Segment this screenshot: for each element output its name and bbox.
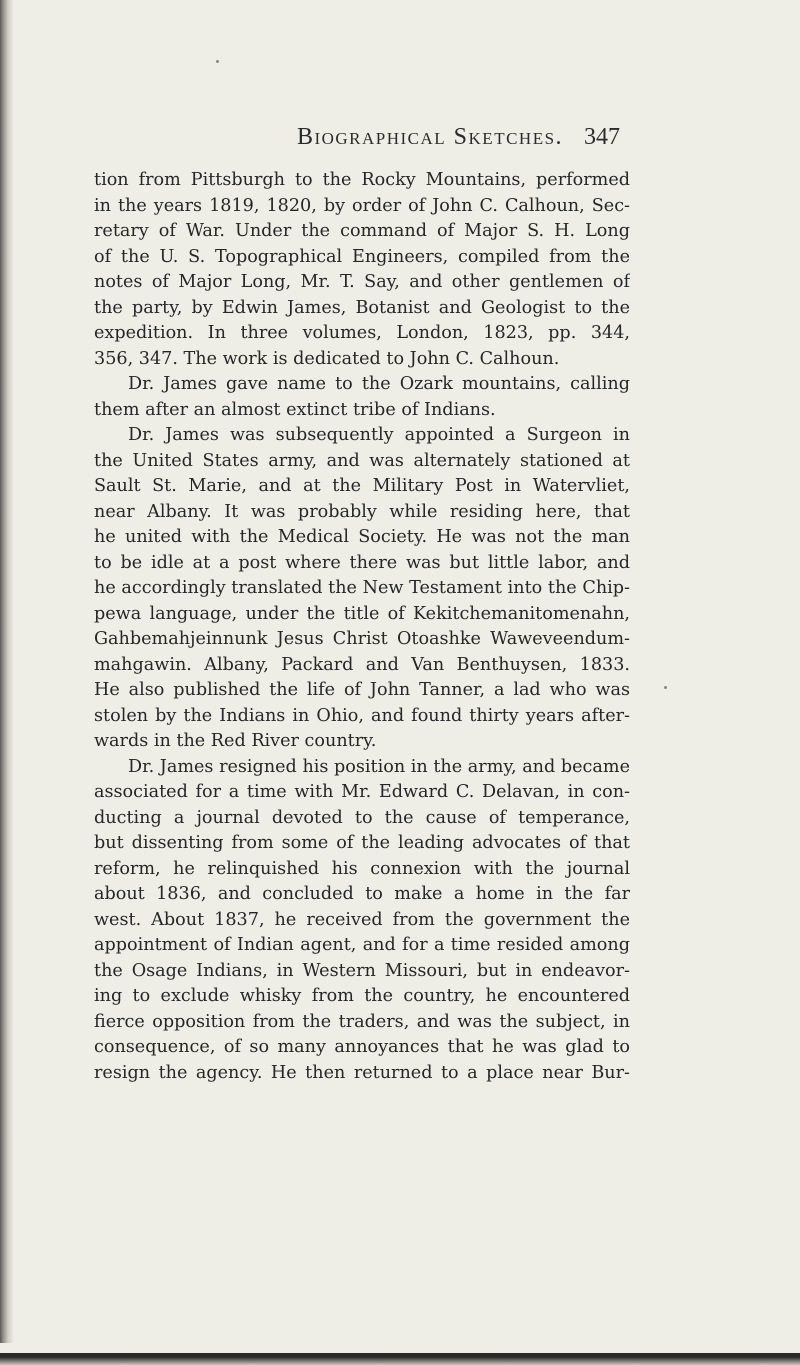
binding-gutter-shadow (0, 0, 14, 1365)
page-number: 347 (584, 124, 620, 150)
text-line: but dissenting from some of the leading advocates of that (94, 833, 630, 853)
page-header (0, 124, 800, 164)
text-line: the Osage Indians, in Western Missouri, but in endeavor- (94, 960, 630, 981)
text-line: the United States army, and was alternately stationed at (94, 450, 630, 471)
text-line: of the U. S. Topographical Engineers, compiled from the (94, 246, 630, 267)
text-line: ing to exclude whisky from the country, he encountered (94, 986, 630, 1006)
text-line: retary of War. Under the command of Major S. H. Long (94, 221, 630, 241)
page-bottom-edge (0, 1343, 800, 1365)
text-line: the party, by Edwin James, Botanist and Geologist to the (94, 297, 630, 318)
text-line: resign the agency. He then returned to a place near Bur- (94, 1062, 630, 1083)
text-line: them after an almost extinct tribe of Indians. (94, 399, 496, 420)
paragraph-first-line: Dr. James gave name to the Ozark mountains, calling (128, 374, 630, 394)
text-line: west. About 1837, he received from the government the (94, 909, 630, 930)
text-line: appointment of Indian agent, and for a time resided among (94, 935, 630, 955)
paragraph-first-line: Dr. James was subsequently appointed a Surgeon in (128, 425, 630, 445)
text-line: Sault St. Marie, and at the Military Post in Watervliet, (94, 476, 630, 496)
paragraph-first-line: Dr. James resigned his position in the army, and became (128, 756, 630, 777)
running-head: Biographical Sketches. (296, 124, 564, 150)
text-line: fierce opposition from the traders, and was the subject, in (94, 1011, 630, 1032)
text-line: notes of Major Long, Mr. T. Say, and other gentlemen of (94, 272, 630, 292)
paper-speck (664, 686, 667, 689)
text-line: expedition. In three volumes, London, 1823, pp. 344, (94, 323, 630, 343)
text-line: he accordingly translated the New Testament into the Chip- (94, 578, 630, 598)
text-line: ducting a journal devoted to the cause of temperance, (94, 807, 630, 828)
text-line: in the years 1819, 1820, by order of John C. Calhoun, Sec- (94, 195, 630, 216)
text-line: stolen by the Indians in Ohio, and found thirty years after- (94, 705, 630, 726)
body-text (94, 168, 630, 1086)
text-line: tion from Pittsburgh to the Rocky Mountains, performed (94, 170, 630, 190)
text-line: to be idle at a post where there was but little labor, and (94, 552, 630, 573)
text-line: He also published the life of John Tanner, a lad who was (94, 680, 630, 700)
text-line: consequence, of so many annoyances that he was glad to (94, 1037, 630, 1057)
text-line: reform, he relinquished his connexion with the journal (94, 858, 630, 879)
text-line: wards in the Red River country. (94, 731, 377, 751)
text-line: Gahbemahjeinnunk Jesus Christ Otoashke Waweveendum- (94, 629, 630, 649)
text-line: 356, 347. The work is dedicated to John C. Calhoun. (94, 348, 560, 369)
text-line: about 1836, and concluded to make a home in the far (94, 884, 630, 904)
paper-speck (216, 60, 219, 63)
text-line: associated for a time with Mr. Edward C. Delavan, in con- (94, 782, 630, 802)
text-line: near Albany. It was probably while residing here, that (94, 501, 630, 522)
text-line: mahgawin. Albany, Packard and Van Benthuysen, 1833. (94, 654, 630, 675)
text-line: he united with the Medical Society. He was not the man (94, 527, 630, 547)
text-line: pewa language, under the title of Kekitchemanitomenahn, (94, 603, 630, 624)
